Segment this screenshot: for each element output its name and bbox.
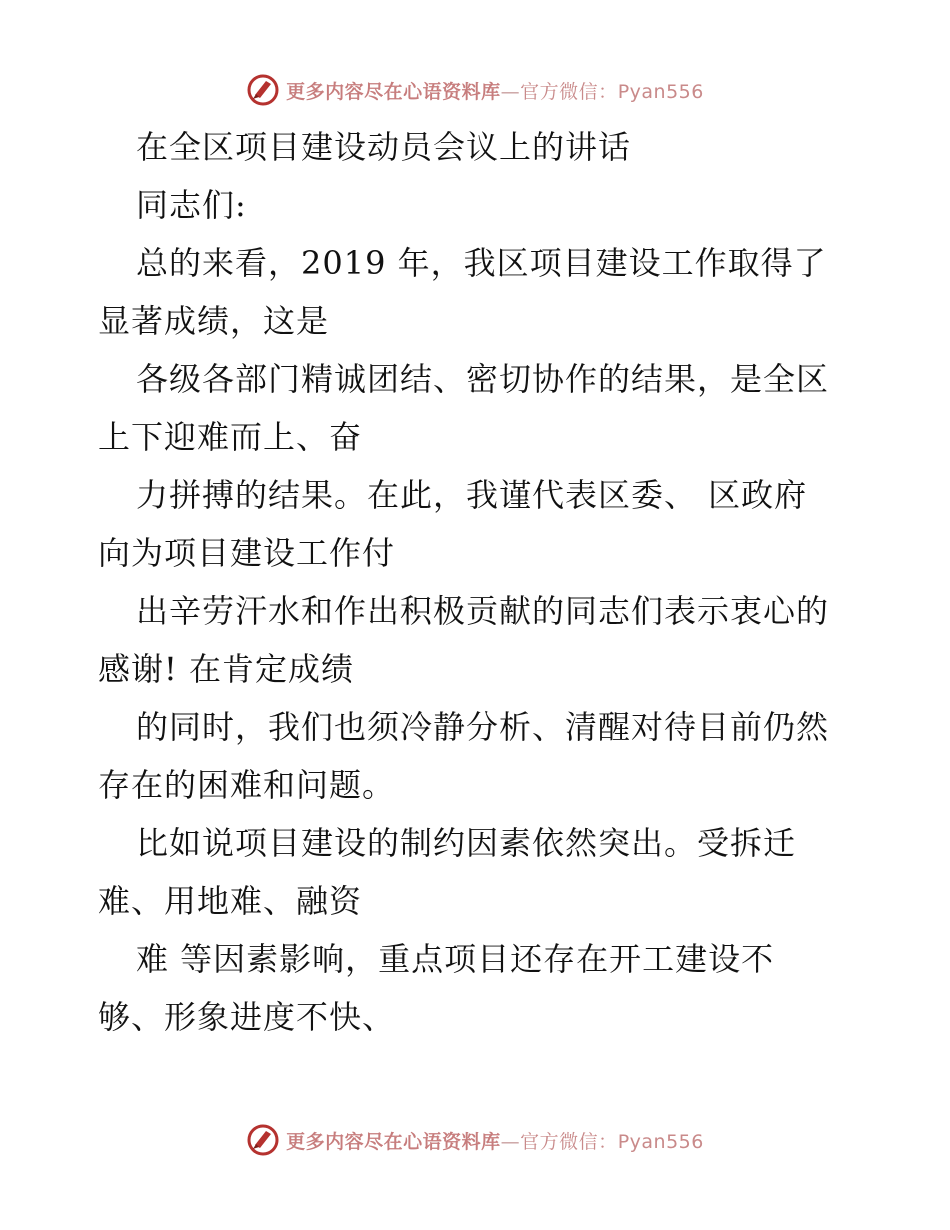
document-body (98, 118, 858, 1046)
watermark-text: 更多内容尽在心语资料库—官方微信：Pyan556 (286, 80, 704, 103)
text-line: 难、用地难、融资 (98, 882, 363, 920)
paragraph-lines (98, 234, 858, 1046)
header-watermark (0, 70, 950, 110)
document-title: 在全区项目建设动员会议上的讲话 (136, 128, 632, 166)
text-line: 够、形象进度不快、 (98, 998, 396, 1036)
text-line: 总的来看，2019 年，我区项目建设工作取得了 (136, 244, 827, 282)
text-line: 向为项目建设工作付 (98, 534, 396, 572)
footer-watermark (0, 1120, 950, 1160)
salutation: 同志们: (136, 186, 247, 224)
red-seal-logo-icon (246, 1123, 280, 1157)
watermark-text: 更多内容尽在心语资料库—官方微信：Pyan556 (286, 1130, 704, 1153)
text-line: 显著成绩，这是 (98, 302, 330, 340)
text-line: 感谢! 在肯定成绩 (98, 650, 355, 688)
text-line: 难 等因素影响，重点项目还存在开工建设不 (136, 940, 775, 978)
text-line: 出辛劳汗水和作出积极贡献的同志们表示衷心的 (136, 592, 830, 630)
text-line: 比如说项目建设的制约因素依然突出。受拆迁 (136, 824, 797, 862)
red-seal-logo-icon (246, 73, 280, 107)
text-line: 各级各部门精诚团结、密切协作的结果，是全区 (136, 360, 830, 398)
text-line: 上下迎难而上、奋 (98, 418, 363, 456)
text-line: 存在的困难和问题。 (98, 766, 396, 804)
text-line: 的同时，我们也须冷静分析、清醒对待目前仍然 (136, 708, 830, 746)
text-line: 力拼搏的结果。在此，我谨代表区委、 区政府 (136, 476, 808, 514)
